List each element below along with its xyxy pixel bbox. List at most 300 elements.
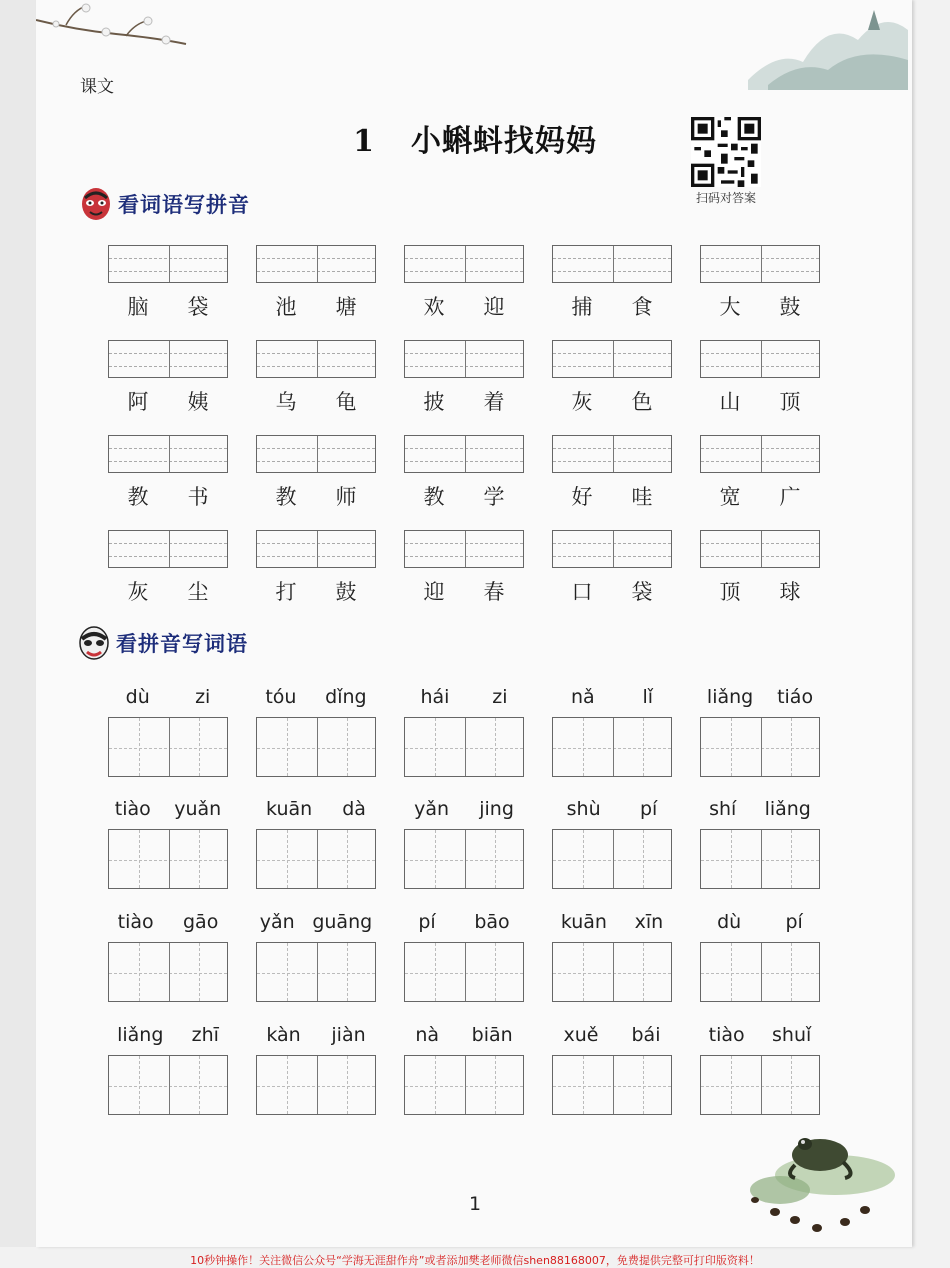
pinyin-syllable: bái — [631, 1024, 661, 1046]
book-spine — [0, 0, 36, 1247]
guide-line — [287, 943, 288, 1001]
pinyin-answer-box[interactable] — [108, 435, 228, 473]
hanzi-answer-box[interactable] — [404, 942, 524, 1002]
pinyin-syllable: kuān — [560, 911, 607, 933]
guide-line — [701, 366, 819, 367]
divider — [169, 436, 170, 472]
divider — [169, 718, 170, 776]
guide-line — [257, 366, 375, 367]
guide-line — [701, 748, 819, 749]
pinyin-syllable: dù — [717, 911, 742, 933]
pinyin-answer-box[interactable] — [700, 245, 820, 283]
hanzi-char: 鼓 — [779, 295, 801, 319]
guide-line — [553, 353, 671, 354]
divider — [169, 943, 170, 1001]
guide-line — [791, 718, 792, 776]
hanzi-char: 口 — [571, 580, 593, 604]
pinyin-syllable: yǎn — [414, 798, 450, 820]
divider — [169, 830, 170, 888]
divider — [465, 246, 466, 282]
guide-line — [405, 448, 523, 449]
pinyin-syllable: zi — [195, 686, 211, 708]
guide-line — [495, 1056, 496, 1114]
pinyin-syllable: tóu — [265, 686, 297, 708]
hanzi-answer-box[interactable] — [108, 829, 228, 889]
page-number: 1 — [468, 1193, 482, 1215]
hanzi-char: 乌 — [275, 390, 297, 414]
guide-line — [139, 943, 140, 1001]
section2-heading — [78, 625, 248, 661]
pinyin-syllable: pí — [785, 911, 803, 933]
pinyin-syllable: biān — [471, 1024, 513, 1046]
guide-line — [405, 271, 523, 272]
guide-line — [405, 366, 523, 367]
word-pair — [552, 291, 672, 321]
guide-line — [553, 748, 671, 749]
frog-art — [735, 1120, 905, 1240]
pinyin-answer-box[interactable] — [256, 435, 376, 473]
guide-line — [287, 718, 288, 776]
pinyin-syllable: tiào — [117, 911, 154, 933]
pinyin-answer-box[interactable] — [108, 340, 228, 378]
pinyin-pair — [399, 798, 529, 820]
divider — [465, 830, 466, 888]
guide-line — [257, 543, 375, 544]
pinyin-pair — [251, 686, 381, 708]
guide-line — [731, 943, 732, 1001]
pinyin-answer-box[interactable] — [404, 245, 524, 283]
pinyin-pair — [251, 911, 381, 933]
guide-line — [553, 271, 671, 272]
hanzi-char: 广 — [779, 485, 801, 509]
hanzi-answer-box[interactable] — [108, 1055, 228, 1115]
guide-line — [405, 1086, 523, 1087]
hanzi-char: 脑 — [127, 295, 149, 319]
pinyin-syllable: tiào — [114, 798, 151, 820]
guide-line — [701, 258, 819, 259]
lesson-title — [0, 116, 950, 160]
guide-line — [109, 860, 227, 861]
guide-line — [495, 718, 496, 776]
guide-line — [791, 1056, 792, 1114]
word-pair — [108, 386, 228, 416]
hanzi-char: 色 — [631, 390, 653, 414]
guide-line — [731, 1056, 732, 1114]
hanzi-answer-box[interactable] — [552, 942, 672, 1002]
pinyin-pair — [547, 686, 677, 708]
hanzi-answer-box[interactable] — [700, 1055, 820, 1115]
divider — [169, 341, 170, 377]
guide-line — [257, 973, 375, 974]
hanzi-char: 迎 — [423, 580, 445, 604]
hanzi-char: 捕 — [571, 295, 593, 319]
word-pair — [700, 576, 820, 606]
pinyin-pair — [251, 798, 381, 820]
hanzi-answer-box[interactable] — [700, 942, 820, 1002]
word-pair — [700, 481, 820, 511]
hanzi-char: 教 — [275, 485, 297, 509]
guide-line — [643, 718, 644, 776]
guide-line — [553, 1086, 671, 1087]
pinyin-answer-box[interactable] — [404, 340, 524, 378]
pinyin-syllable: zi — [492, 686, 508, 708]
word-pair — [700, 291, 820, 321]
hanzi-char: 袋 — [631, 580, 653, 604]
guide-line — [495, 943, 496, 1001]
pinyin-answer-box[interactable] — [552, 530, 672, 568]
divider — [465, 1056, 466, 1114]
divider — [317, 531, 318, 567]
divider — [761, 718, 762, 776]
divider — [465, 341, 466, 377]
divider — [613, 830, 614, 888]
pinyin-pair — [695, 798, 825, 820]
guide-line — [701, 1086, 819, 1087]
hanzi-char: 着 — [483, 390, 505, 414]
hanzi-answer-box[interactable] — [108, 942, 228, 1002]
pinyin-pair — [103, 686, 233, 708]
hanzi-answer-box[interactable] — [256, 1055, 376, 1115]
guide-line — [109, 543, 227, 544]
hanzi-char: 尘 — [187, 580, 209, 604]
pinyin-pair — [103, 1024, 233, 1046]
pinyin-syllable: kàn — [266, 1024, 301, 1046]
pinyin-syllable: liǎng — [764, 798, 811, 820]
guide-line — [139, 830, 140, 888]
hanzi-char: 塘 — [335, 295, 357, 319]
pinyin-pair — [103, 798, 233, 820]
guide-line — [701, 353, 819, 354]
guide-line — [257, 258, 375, 259]
qr-code-icon[interactable] — [691, 117, 761, 187]
hanzi-char: 顶 — [779, 390, 801, 414]
opera-mask-icon — [78, 625, 110, 661]
divider — [317, 718, 318, 776]
hanzi-char: 春 — [483, 580, 505, 604]
hanzi-answer-box[interactable] — [256, 942, 376, 1002]
divider — [613, 246, 614, 282]
guide-line — [701, 860, 819, 861]
lesson-number: 1 — [353, 124, 375, 159]
pinyin-pair — [547, 1024, 677, 1046]
word-pair — [108, 481, 228, 511]
word-pair — [256, 481, 376, 511]
guide-line — [405, 748, 523, 749]
guide-line — [257, 1086, 375, 1087]
guide-line — [109, 461, 227, 462]
hanzi-char: 迎 — [483, 295, 505, 319]
divider — [317, 943, 318, 1001]
pinyin-syllable: xuě — [563, 1024, 599, 1046]
pinyin-syllable: dǐng — [325, 686, 367, 708]
hanzi-char: 好 — [571, 485, 593, 509]
divider — [465, 436, 466, 472]
word-pair — [404, 481, 524, 511]
divider — [613, 1056, 614, 1114]
pinyin-syllable: jing — [479, 798, 514, 820]
divider — [613, 531, 614, 567]
pinyin-pair — [103, 911, 233, 933]
guide-line — [405, 556, 523, 557]
divider — [761, 436, 762, 472]
guide-line — [701, 271, 819, 272]
guide-line — [347, 718, 348, 776]
pinyin-syllable: jiàn — [331, 1024, 366, 1046]
divider — [613, 341, 614, 377]
guide-line — [257, 748, 375, 749]
guide-line — [199, 830, 200, 888]
hanzi-char: 山 — [719, 390, 741, 414]
guide-line — [287, 830, 288, 888]
word-pair — [552, 576, 672, 606]
pinyin-syllable: xīn — [634, 911, 664, 933]
guide-line — [347, 830, 348, 888]
guide-line — [109, 366, 227, 367]
divider — [317, 830, 318, 888]
section1-heading — [80, 186, 250, 222]
guide-line — [257, 461, 375, 462]
pinyin-pair — [399, 1024, 529, 1046]
hanzi-char: 宽 — [719, 485, 741, 509]
divider — [761, 943, 762, 1001]
hanzi-char: 披 — [423, 390, 445, 414]
guide-line — [257, 448, 375, 449]
guide-line — [701, 556, 819, 557]
divider — [761, 531, 762, 567]
section1-title: 看词语写拼音 — [118, 193, 250, 217]
pinyin-syllable: gāo — [182, 911, 219, 933]
guide-line — [435, 718, 436, 776]
hanzi-char: 顶 — [719, 580, 741, 604]
pinyin-answer-box[interactable] — [256, 245, 376, 283]
hanzi-answer-box[interactable] — [256, 717, 376, 777]
hanzi-char: 教 — [127, 485, 149, 509]
hanzi-answer-box[interactable] — [700, 829, 820, 889]
pinyin-pair — [695, 911, 825, 933]
divider — [465, 531, 466, 567]
pinyin-answer-box[interactable] — [700, 340, 820, 378]
pinyin-pair — [547, 911, 677, 933]
pinyin-answer-box[interactable] — [552, 245, 672, 283]
hanzi-char: 灰 — [127, 580, 149, 604]
hanzi-char: 哇 — [631, 485, 653, 509]
hanzi-answer-box[interactable] — [404, 1055, 524, 1115]
hanzi-answer-box[interactable] — [700, 717, 820, 777]
pinyin-syllable: lǐ — [642, 686, 654, 708]
word-pair — [108, 576, 228, 606]
pinyin-syllable: shù — [566, 798, 601, 820]
divider — [761, 246, 762, 282]
guide-line — [109, 556, 227, 557]
hanzi-answer-box[interactable] — [256, 829, 376, 889]
qr-caption: 扫码对答案 — [695, 191, 756, 205]
divider — [761, 341, 762, 377]
guide-line — [553, 258, 671, 259]
divider — [613, 436, 614, 472]
guide-line — [553, 860, 671, 861]
pinyin-syllable: bāo — [474, 911, 510, 933]
guide-line — [495, 830, 496, 888]
pinyin-answer-box[interactable] — [108, 245, 228, 283]
guide-line — [405, 973, 523, 974]
guide-line — [139, 718, 140, 776]
pinyin-answer-box[interactable] — [700, 435, 820, 473]
lesson-title-text: 小蝌蚪找妈妈 — [410, 124, 597, 159]
footer-promo: 10秒钟操作！关注微信公众号“学海无涯甜作舟”或者添加樊老师微信shen88168007，免费提供完整可打印版资料！ — [190, 1254, 760, 1267]
divider — [761, 1056, 762, 1114]
pinyin-syllable: tiào — [708, 1024, 745, 1046]
word-pair — [404, 576, 524, 606]
guide-line — [583, 718, 584, 776]
hanzi-char: 龟 — [335, 390, 357, 414]
hanzi-answer-box[interactable] — [404, 829, 524, 889]
guide-line — [643, 943, 644, 1001]
divider — [317, 246, 318, 282]
divider — [317, 436, 318, 472]
guide-line — [435, 1056, 436, 1114]
guide-line — [257, 556, 375, 557]
pinyin-syllable: pí — [418, 911, 436, 933]
guide-line — [347, 1056, 348, 1114]
mountain-art — [748, 0, 908, 90]
divider — [169, 531, 170, 567]
hanzi-char: 阿 — [127, 390, 149, 414]
pinyin-pair — [695, 686, 825, 708]
divider — [761, 830, 762, 888]
hanzi-answer-box[interactable] — [552, 829, 672, 889]
guide-line — [731, 718, 732, 776]
guide-line — [257, 353, 375, 354]
guide-line — [701, 448, 819, 449]
pinyin-answer-box[interactable] — [404, 435, 524, 473]
divider — [169, 246, 170, 282]
pinyin-answer-box[interactable] — [108, 530, 228, 568]
pinyin-pair — [695, 1024, 825, 1046]
divider — [317, 1056, 318, 1114]
pinyin-answer-box[interactable] — [256, 340, 376, 378]
guide-line — [139, 1056, 140, 1114]
divider — [169, 1056, 170, 1114]
guide-line — [553, 556, 671, 557]
guide-line — [643, 1056, 644, 1114]
guide-line — [109, 973, 227, 974]
word-pair — [552, 481, 672, 511]
guide-line — [583, 830, 584, 888]
plum-branch-art — [36, 0, 196, 60]
pinyin-answer-box[interactable] — [256, 530, 376, 568]
guide-line — [405, 860, 523, 861]
guide-line — [791, 943, 792, 1001]
word-pair — [256, 576, 376, 606]
hanzi-char: 师 — [335, 485, 357, 509]
hanzi-char: 学 — [483, 485, 505, 509]
guide-line — [583, 943, 584, 1001]
hanzi-char: 教 — [423, 485, 445, 509]
hanzi-answer-box[interactable] — [108, 717, 228, 777]
guide-line — [553, 543, 671, 544]
word-pair — [552, 386, 672, 416]
divider — [317, 341, 318, 377]
hanzi-char: 灰 — [571, 390, 593, 414]
pinyin-syllable: tiáo — [777, 686, 814, 708]
guide-line — [109, 748, 227, 749]
pinyin-syllable: shí — [709, 798, 737, 820]
guide-line — [583, 1056, 584, 1114]
pinyin-syllable: yǎn — [259, 911, 295, 933]
pinyin-syllable: zhī — [191, 1024, 219, 1046]
pinyin-answer-box[interactable] — [404, 530, 524, 568]
hanzi-answer-box[interactable] — [404, 717, 524, 777]
pinyin-pair — [547, 798, 677, 820]
divider — [613, 718, 614, 776]
pinyin-syllable: yuǎn — [174, 798, 222, 820]
pinyin-pair — [399, 911, 529, 933]
word-pair — [256, 291, 376, 321]
guide-line — [199, 1056, 200, 1114]
guide-line — [109, 353, 227, 354]
pinyin-syllable: kuān — [266, 798, 313, 820]
pinyin-syllable: hái — [420, 686, 450, 708]
pinyin-syllable: nà — [415, 1024, 439, 1046]
hanzi-answer-box[interactable] — [552, 1055, 672, 1115]
guide-line — [109, 258, 227, 259]
hanzi-answer-box[interactable] — [552, 717, 672, 777]
guide-line — [347, 943, 348, 1001]
word-pair — [404, 291, 524, 321]
guide-line — [643, 830, 644, 888]
guide-line — [257, 860, 375, 861]
pinyin-answer-box[interactable] — [552, 435, 672, 473]
guide-line — [405, 461, 523, 462]
guide-line — [435, 943, 436, 1001]
hanzi-char: 池 — [275, 295, 297, 319]
divider — [465, 718, 466, 776]
hanzi-char: 食 — [631, 295, 653, 319]
section-tag: 课文 — [80, 77, 114, 97]
pinyin-pair — [399, 686, 529, 708]
guide-line — [701, 461, 819, 462]
guide-line — [791, 830, 792, 888]
guide-line — [553, 366, 671, 367]
pinyin-syllable: dà — [342, 798, 366, 820]
hanzi-char: 欢 — [423, 295, 445, 319]
pinyin-syllable: liǎng — [706, 686, 754, 708]
pinyin-answer-box[interactable] — [552, 340, 672, 378]
pinyin-syllable: pí — [639, 798, 658, 820]
guide-line — [701, 973, 819, 974]
guide-line — [199, 943, 200, 1001]
hanzi-char: 鼓 — [335, 580, 357, 604]
hanzi-char: 球 — [779, 580, 801, 604]
guide-line — [405, 258, 523, 259]
guide-line — [109, 271, 227, 272]
pinyin-syllable: dù — [125, 686, 150, 708]
hanzi-char: 书 — [187, 485, 209, 509]
guide-line — [731, 830, 732, 888]
guide-line — [553, 448, 671, 449]
word-pair — [256, 386, 376, 416]
pinyin-answer-box[interactable] — [700, 530, 820, 568]
divider — [465, 943, 466, 1001]
guide-line — [199, 718, 200, 776]
guide-line — [701, 543, 819, 544]
hanzi-char: 姨 — [187, 390, 209, 414]
guide-line — [553, 973, 671, 974]
pinyin-syllable: liǎng — [117, 1024, 164, 1046]
section2-title: 看拼音写词语 — [116, 632, 248, 656]
guide-line — [553, 461, 671, 462]
pinyin-pair — [251, 1024, 381, 1046]
